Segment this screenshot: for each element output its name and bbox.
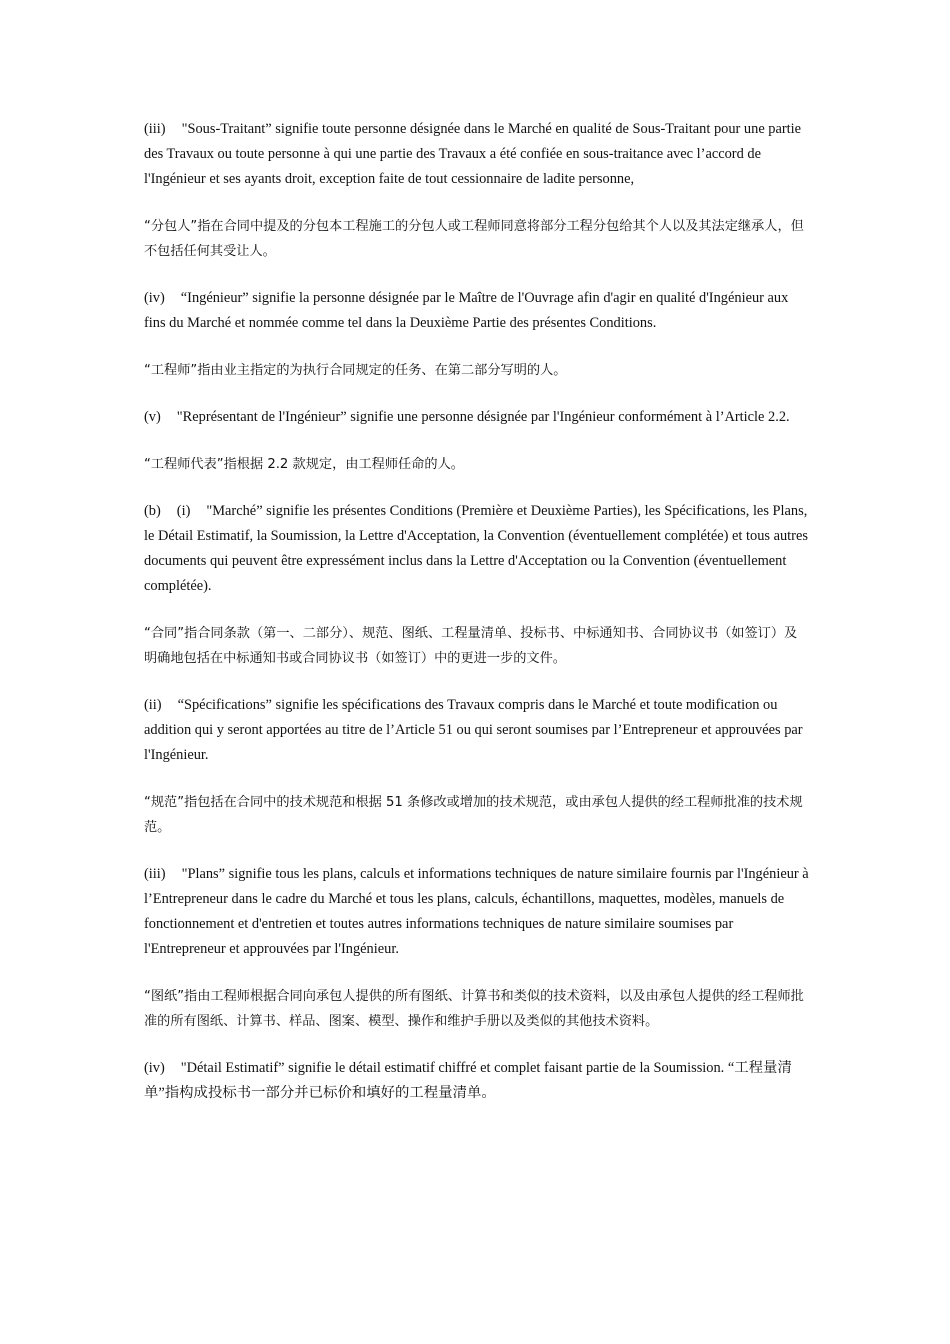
paragraph-text: “工程师代表”指根据 2.2 款规定，由工程师任命的人。 [144, 457, 464, 472]
paragraph-text: "Marché” signifie les présentes Conditions (Première et Deuxième Parties), les Spécifications, les Plans, le Détail Estimatif, la Soumission, la Lettre d'Acceptation, la Convention (éventuellement complétée) et tous autres documents qui peuvent être expressément inclus dans la Lettre d'Acceptation ou la Convention (éventuellement complétée). [144, 503, 808, 594]
definition-ingenieur-zh [144, 358, 810, 383]
paragraph-text: “Spécifications” signifie les spécifications des Travaux compris dans le Marché et toute modification ou addition qui y seront apportées au titre de l’Article 51 ou qui seront soumises par l’Entrepreneur et approuvées par l'Ingénieur. [144, 697, 803, 763]
definition-specifications-fr [144, 693, 810, 768]
sub-clause-number: (i) [176, 503, 191, 519]
paragraph-text: “Ingénieur” signifie la personne désignée par le Maître de l'Ouvrage afin d'agir en qualité d'Ingénieur aux fins du Marché et nommée comme tel dans la Deuxième Partie des présentes Conditions. [144, 290, 789, 331]
paragraph-text: "Détail Estimatif” signifie le détail estimatif chiffré et complet faisant partie de la Soumission. “工程量清单”指构成投标书一部分并已标价和填好的工程量清单。 [144, 1060, 792, 1101]
definition-sous-traitant-fr [144, 117, 810, 192]
definition-marche-zh [144, 621, 810, 671]
definition-sous-traitant-zh [144, 214, 810, 264]
definition-representant-fr [144, 405, 810, 430]
document-page [144, 117, 810, 1128]
paragraph-text: “图纸”指由工程师根据合同向承包人提供的所有图纸、计算书和类似的技术资料，以及由承包人提供的经工程师批准的所有图纸、计算书、样品、图案、模型、操作和维护手册以及类似的其他技术资料。 [144, 989, 804, 1029]
clause-number: (b) [144, 503, 161, 519]
clause-number: (ii) [144, 697, 162, 713]
clause-number: (iv) [144, 290, 165, 306]
definition-marche-fr [144, 499, 810, 599]
paragraph-text: “合同”指合同条款（第一、二部分）、规范、图纸、工程量清单、投标书、中标通知书、合同协议书（如签订）及明确地包括在中标通知书或合同协议书（如签订）中的更进一步的文件。 [144, 626, 798, 666]
paragraph-text: "Représentant de l'Ingénieur” signifie une personne désignée par l'Ingénieur conformément à l’Article 2.2. [176, 409, 790, 425]
paragraph-text: “规范”指包括在合同中的技术规范和根据 51 条修改或增加的技术规范，或由承包人提供的经工程师批准的技术规范。 [144, 795, 803, 835]
clause-number: (v) [144, 409, 161, 425]
paragraph-text: “分包人”指在合同中提及的分包本工程施工的分包人或工程师同意将部分工程分包给其个人以及其法定继承人，但不包括任何其受让人。 [144, 219, 804, 259]
clause-number: (iii) [144, 121, 166, 137]
definition-detail-estimatif [144, 1056, 810, 1106]
definition-specifications-zh [144, 790, 810, 840]
clause-number: (iv) [144, 1060, 165, 1076]
definition-ingenieur-fr [144, 286, 810, 336]
definition-plans-fr [144, 862, 810, 962]
definition-representant-zh [144, 452, 810, 477]
paragraph-text: "Plans” signifie tous les plans, calculs et informations techniques de nature similaire fournis par l'Ingénieur à l’Entrepreneur dans le cadre du Marché et tous les plans, calculs, échantillons, maquettes, modèles, manuels de fonctionnement et d'entretien et toutes autres informations techniques de nature similaire soumises par l'Entrepreneur et approuvées par l'Ingénieur. [144, 866, 809, 957]
paragraph-text: "Sous-Traitant” signifie toute personne désignée dans le Marché en qualité de Sous-Traitant pour une partie des Travaux ou toute personne à qui une partie des Travaux a été confiée en sous-traitance avec l’accord de l'Ingénieur et ses ayants droit, exception faite de tout cessionnaire de ladite personne, [144, 121, 802, 187]
definition-plans-zh [144, 984, 810, 1034]
clause-number: (iii) [144, 866, 166, 882]
paragraph-text: “工程师”指由业主指定的为执行合同规定的任务、在第二部分写明的人。 [144, 363, 567, 378]
